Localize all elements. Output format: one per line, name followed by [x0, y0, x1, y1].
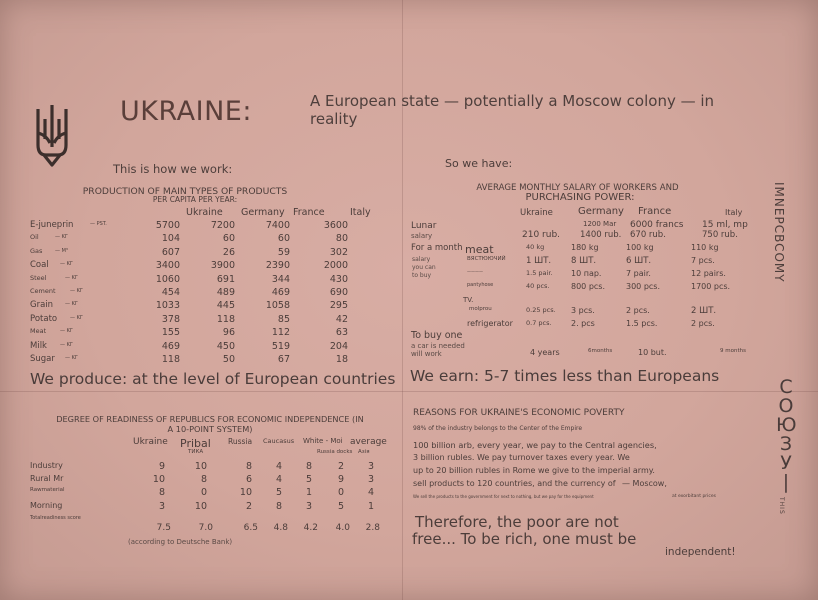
page-title: UKRAINE:	[120, 96, 252, 127]
salary-value-bottom: 1400 rub.	[580, 230, 622, 240]
product-value: 18	[335, 354, 348, 365]
page-subtitle: A European state — potentially a Moscow colony — in reality	[310, 92, 715, 128]
product-label: Cement	[30, 287, 56, 295]
cyrillic-letter: З	[779, 433, 793, 455]
product-value: 1060	[155, 273, 180, 285]
product-label: Gas	[30, 246, 43, 255]
readiness-value: 4	[367, 487, 374, 498]
reason-line-5-tail: — Moscow,	[622, 479, 667, 488]
item-value: 3 pcs.	[571, 306, 595, 315]
product-value: 155	[161, 327, 180, 339]
readiness-total: 4.8	[273, 523, 288, 533]
salary-label: salary	[411, 232, 433, 240]
product-value: 7200	[210, 220, 235, 231]
product-unit: — PST.	[90, 221, 107, 227]
readiness-value: 1	[367, 501, 374, 512]
product-label: E-juneprin	[30, 220, 74, 230]
product-unit: — M³	[55, 247, 68, 254]
product-unit: — KГ	[65, 355, 78, 361]
readiness-col-5: average	[350, 437, 387, 447]
salary-values-row	[510, 219, 750, 241]
reason-line-3: 3 billion rubles. We pay turnover taxes every year. We	[413, 453, 630, 462]
readiness-total: 6.5	[243, 523, 258, 533]
reason-line-1: 98% of the industry belongs to the Center of the Empire	[413, 425, 583, 432]
col-ukraine: Ukraine	[186, 207, 223, 218]
readiness-value: 4	[275, 474, 282, 485]
readiness-value: 8	[275, 501, 282, 512]
product-unit: — KГ	[55, 234, 68, 241]
readiness-value: 2	[337, 461, 344, 472]
product-value: 85	[277, 313, 290, 325]
salary-value-top: 1200 Mar	[583, 220, 617, 228]
item-value: 1.5 pair.	[526, 269, 553, 277]
product-unit: — KГ	[70, 288, 83, 294]
product-value: 690	[329, 287, 348, 298]
product-unit: — KГ	[65, 301, 78, 308]
side-vertical-small: THIS	[778, 497, 785, 515]
item-value: 1.5 pcs.	[626, 319, 658, 328]
readiness-col-sub-4: Russia docks	[317, 449, 353, 455]
readiness-source: (according to Deutsche Bank)	[128, 538, 233, 546]
product-value: 445	[216, 300, 235, 312]
reason-line-5: sell products to 120 countries, and the currency of	[413, 479, 616, 488]
item-value: 10 пар.	[571, 269, 602, 278]
product-value: 691	[216, 273, 235, 285]
product-label: Grain	[30, 300, 54, 311]
readiness-value: 3	[305, 501, 312, 512]
col-france: France	[293, 207, 325, 218]
item-value: 0.25 pcs.	[526, 306, 556, 314]
readiness-value: 8	[305, 461, 312, 472]
product-unit: — KГ	[70, 314, 83, 321]
reason-line-6: We sell the products to the government for next to nothing, but we pay for the equipment	[413, 494, 594, 499]
item-value: 2 pcs.	[691, 319, 715, 328]
salary-conclusion: We earn: 5-7 times less than Europeans	[410, 367, 720, 385]
product-value: 60	[277, 233, 290, 245]
fold-line-vertical	[402, 0, 403, 600]
product-value: 42	[335, 313, 348, 325]
item-name: TV.	[463, 296, 474, 304]
product-value: 450	[216, 340, 235, 352]
product-label: Sugar	[30, 354, 55, 364]
item-value: 110 kg	[691, 243, 719, 252]
readiness-total: 7.0	[198, 523, 213, 533]
readiness-col-sub-5: Азія	[358, 449, 370, 455]
product-value: 96	[222, 327, 235, 339]
product-value: 454	[161, 287, 180, 298]
product-label: Coal	[30, 260, 49, 271]
product-value: 2000	[323, 260, 348, 272]
reason-line-4: up to 20 billion rubles in Rome we give to the imperial army.	[413, 466, 655, 475]
readiness-value: 8	[200, 474, 207, 485]
item-value: 12 pairs.	[691, 269, 726, 278]
readiness-value: 9	[337, 474, 344, 485]
product-value: 2390	[265, 260, 290, 272]
readiness-row-label: Rawmaterial	[30, 487, 65, 493]
product-value: 3600	[323, 220, 348, 231]
col-ukraine: Ukraine	[520, 208, 553, 218]
product-value: 344	[271, 273, 290, 285]
production-subtitle: PER CAPITA PER YEAR:	[152, 195, 238, 204]
item-value: 100 kg	[626, 243, 654, 252]
col-italy: Italy	[350, 207, 371, 218]
salary-header	[510, 206, 750, 218]
product-value: 59	[277, 246, 290, 258]
product-value: 430	[329, 273, 348, 285]
readiness-row-label: Rural Mr	[30, 474, 64, 483]
product-value: 50	[222, 354, 235, 365]
product-value: 204	[329, 340, 348, 352]
conclusion-line-a: Therefore, the poor are not	[415, 513, 619, 531]
item-name: ВЯСТЮЮЧИЙ	[467, 256, 506, 262]
product-value: 3400	[155, 260, 180, 272]
product-value: 607	[161, 246, 180, 258]
item-value: 1 ШТ.	[526, 256, 552, 266]
readiness-total: 2.8	[365, 523, 380, 533]
side-cyrillic-stack	[776, 378, 796, 496]
reason-line-6-tail: at exorbitant prices	[672, 494, 716, 499]
item-value: 1700 pcs.	[691, 282, 731, 291]
product-value: 26	[222, 246, 235, 258]
product-value: 7400	[265, 220, 290, 231]
product-value: 118	[216, 313, 235, 325]
reasons-title: REASONS FOR UKRAINE'S ECONOMIC POVERTY	[413, 408, 625, 418]
cyrillic-letter: С	[779, 376, 793, 398]
product-value: 5700	[155, 220, 180, 231]
item-value: 8 ШТ.	[571, 256, 597, 266]
product-unit: — KГ	[60, 328, 73, 335]
production-table	[30, 220, 380, 366]
item-value: 6 ШТ.	[626, 256, 652, 266]
item-value: 0.7 pcs.	[526, 319, 552, 327]
product-value: 67	[277, 354, 290, 365]
how-we-work-heading: This is how we work:	[113, 162, 233, 176]
car-values-row	[510, 348, 750, 360]
readiness-row-label: Industry	[30, 461, 63, 470]
product-value: 60	[222, 233, 235, 245]
readiness-value: 0	[337, 487, 344, 498]
salary-title: AVERAGE MONTHLY SALARY OF WORKERS AND	[476, 183, 679, 193]
readiness-value: 3	[367, 474, 374, 485]
item-value: 40 pcs.	[526, 282, 550, 290]
readiness-value: 10	[194, 501, 207, 512]
readiness-value: 10	[152, 474, 165, 485]
item-name-sub: molprou	[469, 306, 492, 312]
salary-value-bottom: 670 rub.	[630, 230, 666, 240]
readiness-value: 6	[245, 474, 252, 485]
reason-line-2: 100 billion arb, every year, we pay to the Central agencies,	[413, 440, 657, 450]
product-value: 489	[216, 287, 235, 298]
readiness-col-3: Caucasus	[263, 437, 295, 445]
item-value: 2. pcs	[571, 319, 595, 328]
salary-value-bottom: 750 rub.	[702, 230, 738, 240]
readiness-value: 0	[200, 487, 207, 498]
production-conclusion: We produce: at the level of European countries	[30, 370, 396, 388]
product-label: Steel	[30, 273, 47, 282]
readiness-value: 4	[275, 461, 282, 472]
side-vertical-text: IMNEPCBCOMY	[772, 182, 786, 283]
product-unit: — KГ	[60, 261, 73, 268]
product-unit: — KГ	[65, 274, 78, 281]
product-label: Oil	[30, 233, 39, 242]
cyrillic-letter: Ю	[776, 414, 797, 436]
readiness-total-label: Totalreadiness score	[30, 515, 81, 521]
readiness-value: 9	[158, 461, 165, 472]
product-value: 1033	[155, 300, 180, 312]
lunar-label: Lunar	[411, 221, 437, 231]
readiness-col-2: Russia	[228, 437, 253, 446]
car-value: 4 years	[530, 348, 560, 357]
item-value: 300 pcs.	[626, 282, 660, 291]
col-germany: Germany	[578, 206, 624, 217]
car-value: 9 months	[720, 348, 746, 354]
product-value: 112	[271, 327, 290, 339]
readiness-value: 2	[245, 501, 252, 512]
car-value: 10 but.	[638, 348, 667, 357]
readiness-header	[125, 437, 395, 461]
product-label: Milk	[30, 340, 47, 351]
product-value: 3900	[210, 260, 235, 272]
product-value: 80	[335, 233, 348, 245]
car-sub-label: a car is needed will work	[411, 342, 465, 358]
salary-value-top: 6000 francs	[630, 220, 684, 230]
fold-line-horizontal	[0, 391, 818, 392]
readiness-value: 5	[275, 487, 282, 498]
product-value: 118	[161, 354, 180, 365]
product-value: 378	[161, 313, 180, 325]
readiness-value: 5	[337, 501, 344, 512]
salary-value-top: 15 ml, mp	[702, 220, 748, 230]
month-label: For a month	[411, 243, 463, 253]
readiness-col-0: Ukraine	[133, 437, 168, 447]
readiness-value: 1	[305, 487, 312, 498]
readiness-row-label: Morning	[30, 501, 63, 510]
readiness-value: 8	[245, 461, 252, 472]
product-value: 1058	[265, 300, 290, 312]
cyrillic-letter: О	[778, 395, 794, 417]
readiness-value: 10	[194, 461, 207, 472]
item-value: 2 ШТ.	[691, 306, 717, 316]
readiness-value: 5	[305, 474, 312, 485]
readiness-col-4: White - Moi	[303, 437, 343, 445]
production-header	[178, 207, 398, 219]
readiness-title: DEGREE OF READINESS OF REPUBLICS FOR ECONOMIC INDEPENDENCE (IN A 10-POINT SYSTEM)	[56, 414, 364, 434]
item-name: pantyhose	[467, 282, 494, 288]
can-buy-label: salary you can to buy	[412, 256, 436, 279]
item-name: refrigerator	[467, 319, 513, 328]
readiness-value: 10	[239, 487, 252, 498]
item-value: 7 pcs.	[691, 256, 715, 265]
cyrillic-letter: |	[782, 471, 790, 493]
production-title: PRODUCTION OF MAIN TYPES OF PRODUCTS	[82, 186, 288, 197]
so-we-have-heading: So we have:	[445, 157, 513, 170]
car-label: To buy one	[411, 330, 463, 341]
readiness-value: 8	[158, 487, 165, 498]
product-value: 104	[161, 233, 180, 245]
item-name: meat	[465, 243, 494, 256]
product-value: 519	[271, 340, 290, 352]
readiness-col-sub-1: ТИКА	[188, 449, 204, 455]
product-label: Potato	[30, 313, 58, 324]
product-value: 469	[271, 287, 290, 298]
salary-title-2: PURCHASING POWER:	[525, 192, 635, 203]
car-value: 6months	[588, 348, 613, 354]
salary-value: 210 rub.	[522, 230, 561, 240]
item-name: ————	[467, 269, 483, 274]
product-value: 63	[335, 327, 348, 339]
product-value: 469	[161, 340, 180, 352]
conclusion-line-b: free... To be rich, one must be	[412, 530, 637, 548]
col-france: France	[638, 206, 672, 217]
cyrillic-letter: У	[780, 452, 792, 474]
product-unit: — KГ	[60, 341, 73, 348]
item-value: 180 kg	[571, 243, 599, 252]
item-value: 2 pcs.	[626, 306, 650, 315]
item-value: 7 pair.	[626, 269, 651, 278]
product-label: Meat	[30, 327, 47, 336]
readiness-value: 3	[158, 501, 165, 512]
trident-emblem-icon	[34, 103, 70, 167]
product-value: 295	[329, 300, 348, 312]
readiness-total: 4.0	[335, 523, 350, 533]
readiness-total: 7.5	[156, 523, 171, 533]
product-value: 302	[329, 246, 348, 258]
conclusion-line-c: independent!	[665, 546, 736, 558]
readiness-total: 4.2	[303, 523, 318, 533]
readiness-col-1: Pribal	[180, 437, 211, 450]
item-value: 40 kg	[526, 243, 545, 251]
col-germany: Germany	[241, 207, 285, 218]
purchasing-table	[411, 241, 751, 331]
item-value: 800 pcs.	[571, 282, 605, 291]
col-italy: Italy	[725, 208, 743, 217]
readiness-table	[30, 461, 390, 537]
readiness-value: 3	[367, 461, 374, 472]
